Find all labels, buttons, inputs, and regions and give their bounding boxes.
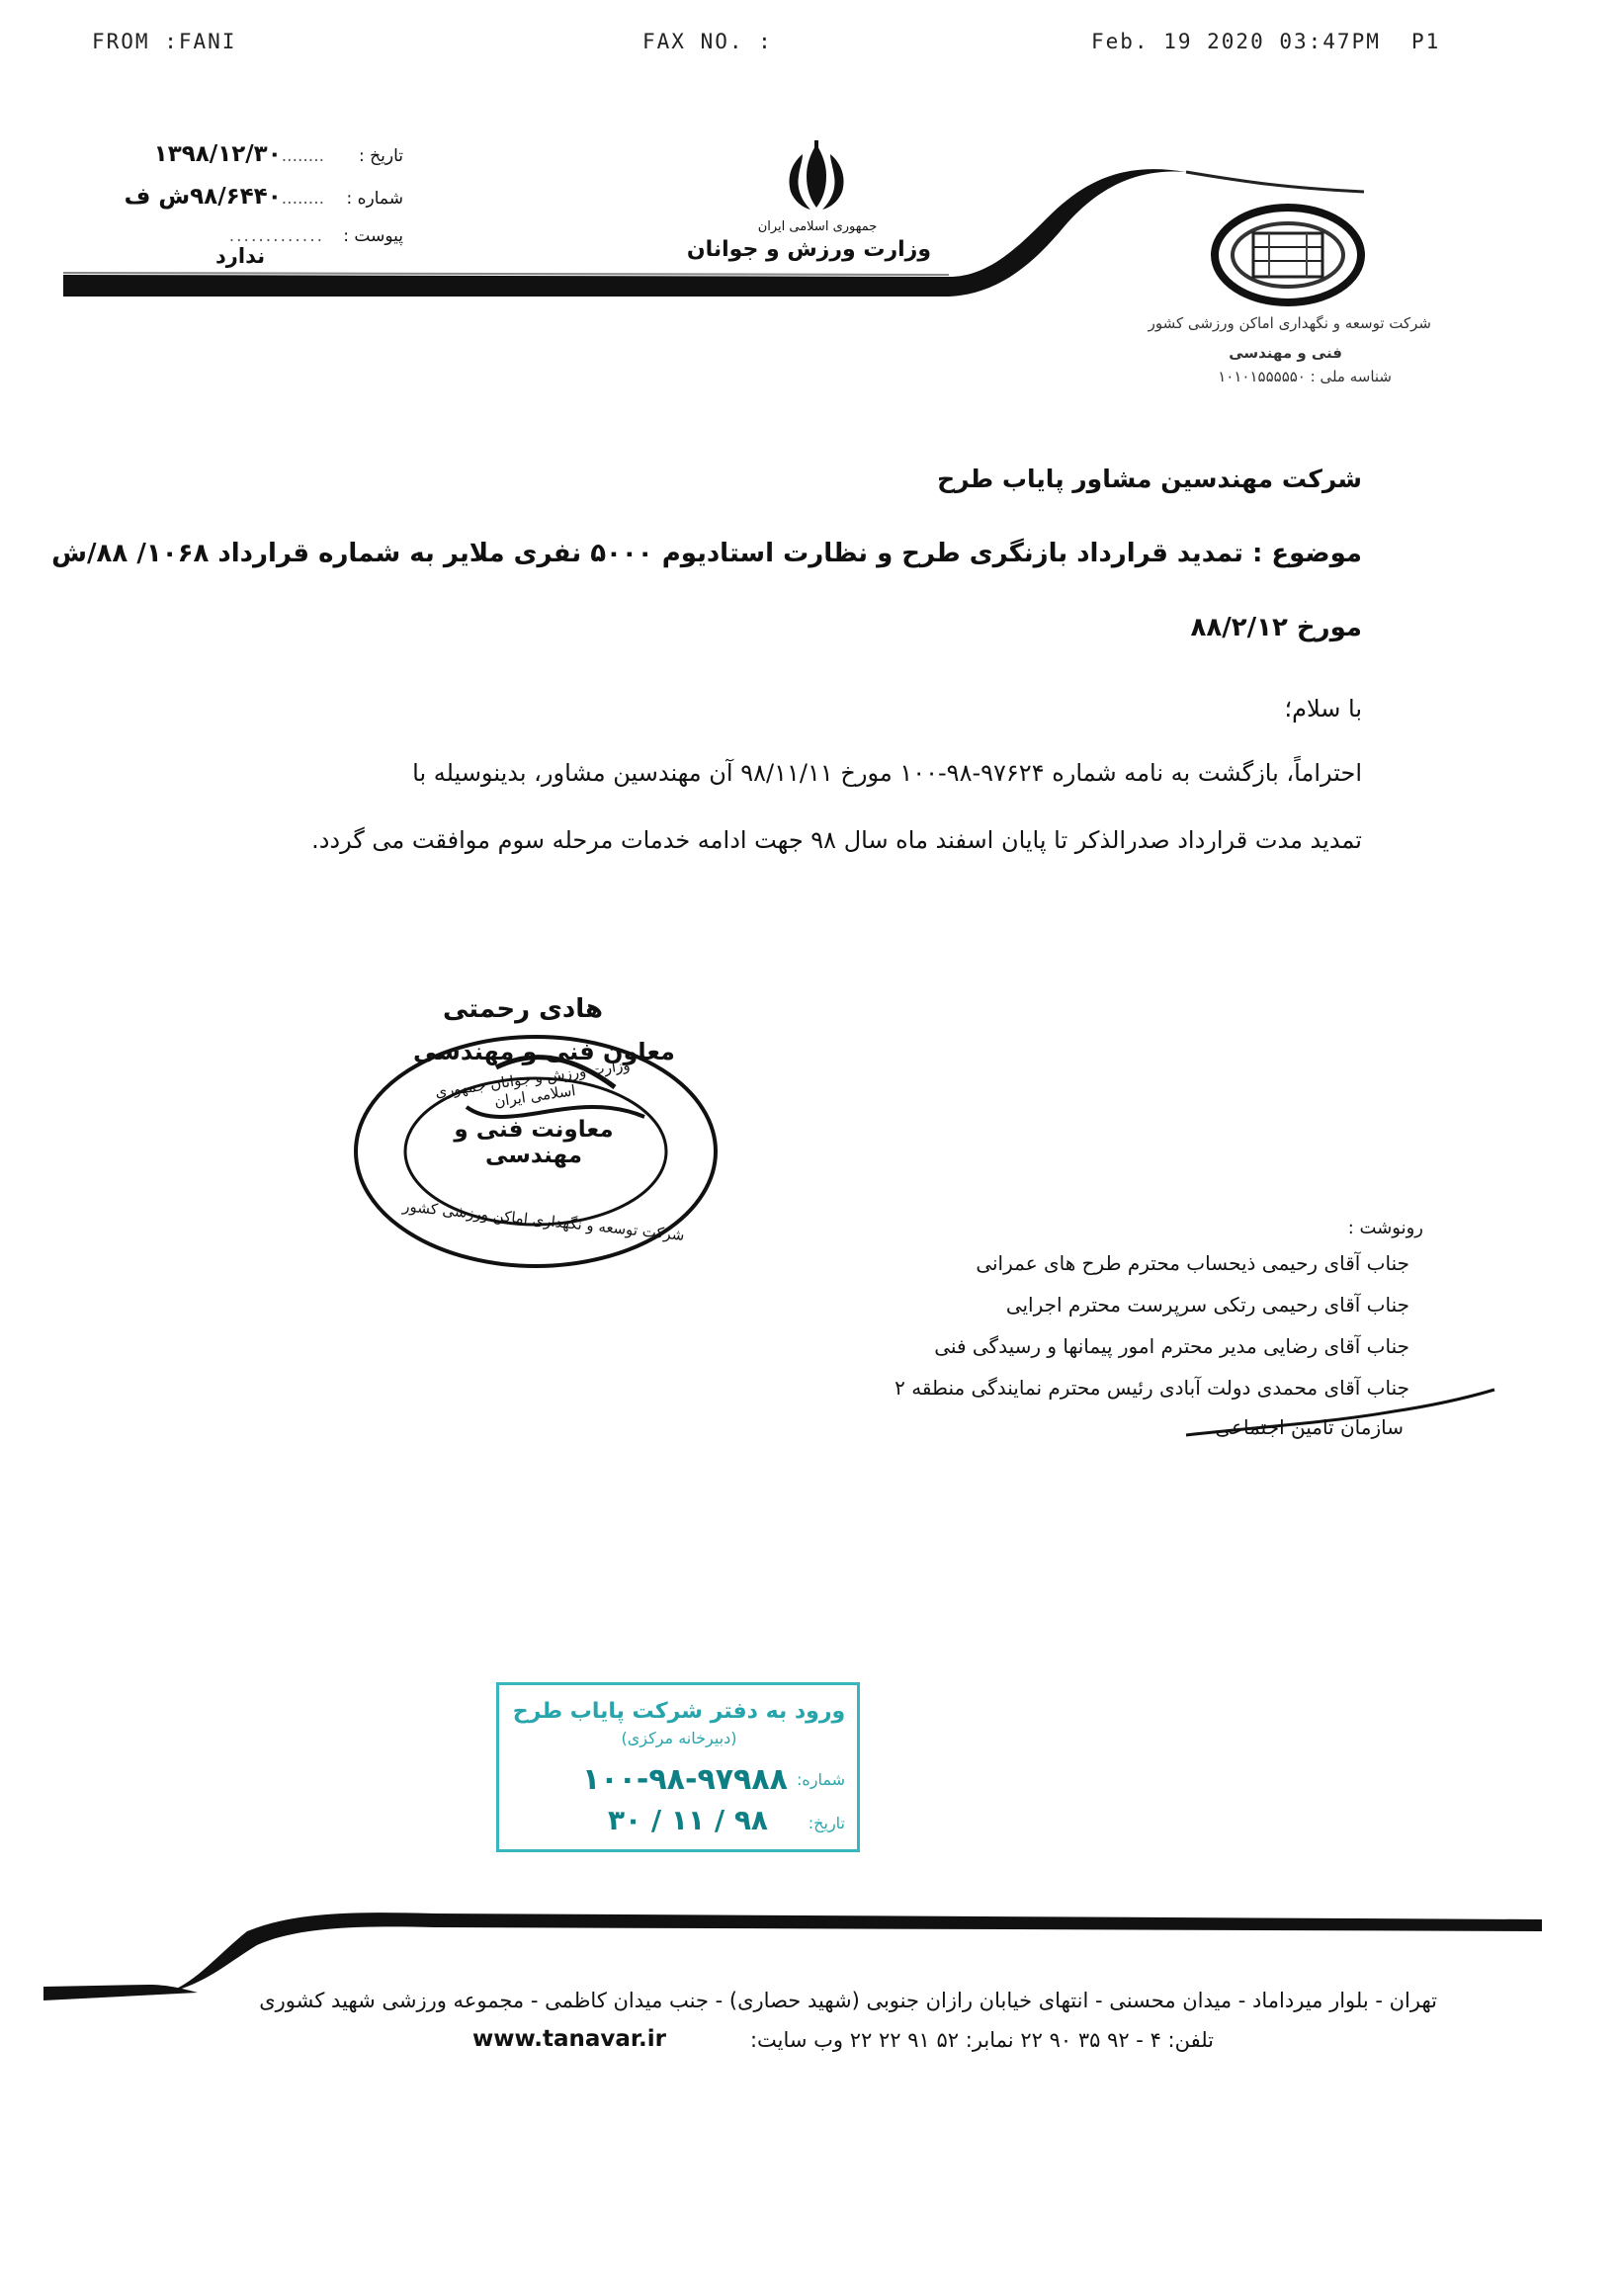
fax-datetime: Feb. 19 2020 03:47PM bbox=[1091, 30, 1381, 53]
meta-date-value: ۱۳۹۸/۱۲/۳۰ bbox=[153, 141, 282, 167]
fax-from: FROM :FANI bbox=[92, 30, 237, 53]
footer-phone: تلفن: ۴ - ۹۲ ۳۵ ۹۰ ۲۲ نمابر: ۵۲ ۹۱ ۲۲ ۲۲ وب سایت: bbox=[749, 2028, 1214, 2052]
letter-subject-line2: مورخ ۸۸/۲/۱۲ bbox=[1190, 613, 1362, 642]
emblem-ministry: وزارت ورزش و جوانان bbox=[686, 237, 931, 262]
handwritten-scribble bbox=[1176, 1384, 1502, 1443]
stamp-date-value: ۹۸ / ۱۱ / ۳۰ bbox=[607, 1804, 768, 1836]
stamp-number-label: شماره: bbox=[796, 1770, 845, 1789]
cc-item: جناب آقای رحیمی رتکی سرپرست محترم اجرایی bbox=[1005, 1293, 1409, 1317]
organization-name: شرکت توسعه و نگهداری اماکن ورزشی کشور bbox=[1148, 314, 1431, 332]
footer-website-link[interactable]: www.tanavar.ir bbox=[472, 2026, 666, 2052]
meta-date-label: تاریخ : bbox=[359, 146, 403, 166]
letter-subject-line1: موضوع : تمدید قرارداد بازنگری طرح و نظارت استادیوم ۵۰۰۰ نفری ملایر به شماره قرارداد ۱۰۶۸/ ۸۸/ش bbox=[51, 539, 1362, 568]
seal-outer-text: وزارت ورزش و جوانان جمهوری اسلامی ایران bbox=[433, 1056, 632, 1111]
organization-department: فنی و مهندسی bbox=[1229, 344, 1342, 362]
meta-number-row: شماره :........۹۸/۶۴۴۰ش ف bbox=[124, 184, 403, 210]
stamp-number-value: ۱۰۰-۹۸-۹۷۹۸۸ bbox=[581, 1762, 788, 1797]
cc-item: سازمان تامین اجتماعی bbox=[1215, 1415, 1404, 1439]
meta-number-value: ۹۸/۶۴۴۰ش ف bbox=[124, 184, 282, 210]
header-swoosh-band bbox=[0, 148, 1619, 316]
meta-number-label: شماره : bbox=[346, 189, 403, 209]
fax-number: FAX NO. : bbox=[642, 30, 773, 53]
letter-addressee: شرکت مهندسین مشاور پایاب طرح bbox=[937, 465, 1362, 493]
signatory-title: معاون فنی و مهندسی bbox=[413, 1038, 675, 1065]
footer-address: تهران - بلوار میرداماد - میدان محسنی - انتهای خیابان رازان جنوبی (شهید حصاری) - جنب میدان کاظمی - مجموعه ورزشی شهید کشوری bbox=[259, 1989, 1437, 2012]
cc-item: جناب آقای رضایی مدیر محترم امور پیمانها و رسیدگی فنی bbox=[934, 1334, 1409, 1358]
letter-body-line1: احتراماً، بازگشت به نامه شماره ۹۷۶۲۴-۹۸-۱۰۰ مورخ ۹۸/۱۱/۱۱ آن مهندسین مشاور، بدینوسیله با bbox=[412, 759, 1362, 787]
meta-attachment-row: پیوست :............. bbox=[228, 226, 403, 246]
stamp-title: ورود به دفتر شرکت پایاب طرح bbox=[512, 1699, 846, 1724]
fax-page: P1 bbox=[1411, 30, 1441, 53]
signatory-name: هادی رحمتی bbox=[443, 994, 604, 1024]
meta-attachment-value: ندارد bbox=[215, 244, 266, 268]
stamp-date-label: تاریخ: bbox=[808, 1814, 845, 1832]
organization-logo-icon bbox=[1210, 204, 1366, 306]
office-entry-stamp bbox=[496, 1682, 860, 1852]
seal-bottom-text: شرکت توسعه و نگهداری اماکن ورزشی کشور bbox=[401, 1197, 686, 1244]
cc-item: جناب آقای رحیمی ذیحساب محترم طرح های عمرانی bbox=[976, 1251, 1409, 1275]
cc-item: جناب آقای محمدی دولت آبادی رئیس محترم نمایندگی منطقه ۲ bbox=[895, 1376, 1409, 1400]
letter-greeting: با سلام؛ bbox=[1284, 695, 1362, 723]
cc-heading: رونوشت : bbox=[1347, 1218, 1423, 1238]
emblem-country: جمهوری اسلامی ایران bbox=[757, 219, 878, 234]
meta-attachment-label: پیوست : bbox=[343, 226, 403, 246]
seal-middle-text: معاونت فنی و مهندسی bbox=[454, 1117, 614, 1168]
letter-body-line2: تمدید مدت قرارداد صدرالذکر تا پایان اسفند ماه سال ۹۸ جهت ادامه خدمات مرحله سوم موافقت می گردد. bbox=[311, 826, 1362, 854]
organization-id: شناسه ملی : ۱۰۱۰۱۵۵۵۵۵۰ bbox=[1218, 368, 1392, 385]
stamp-subtitle: (دبیرخانه مرکزی) bbox=[621, 1729, 737, 1747]
meta-date-row: تاریخ :........۱۳۹۸/۱۲/۳۰ bbox=[153, 141, 403, 167]
